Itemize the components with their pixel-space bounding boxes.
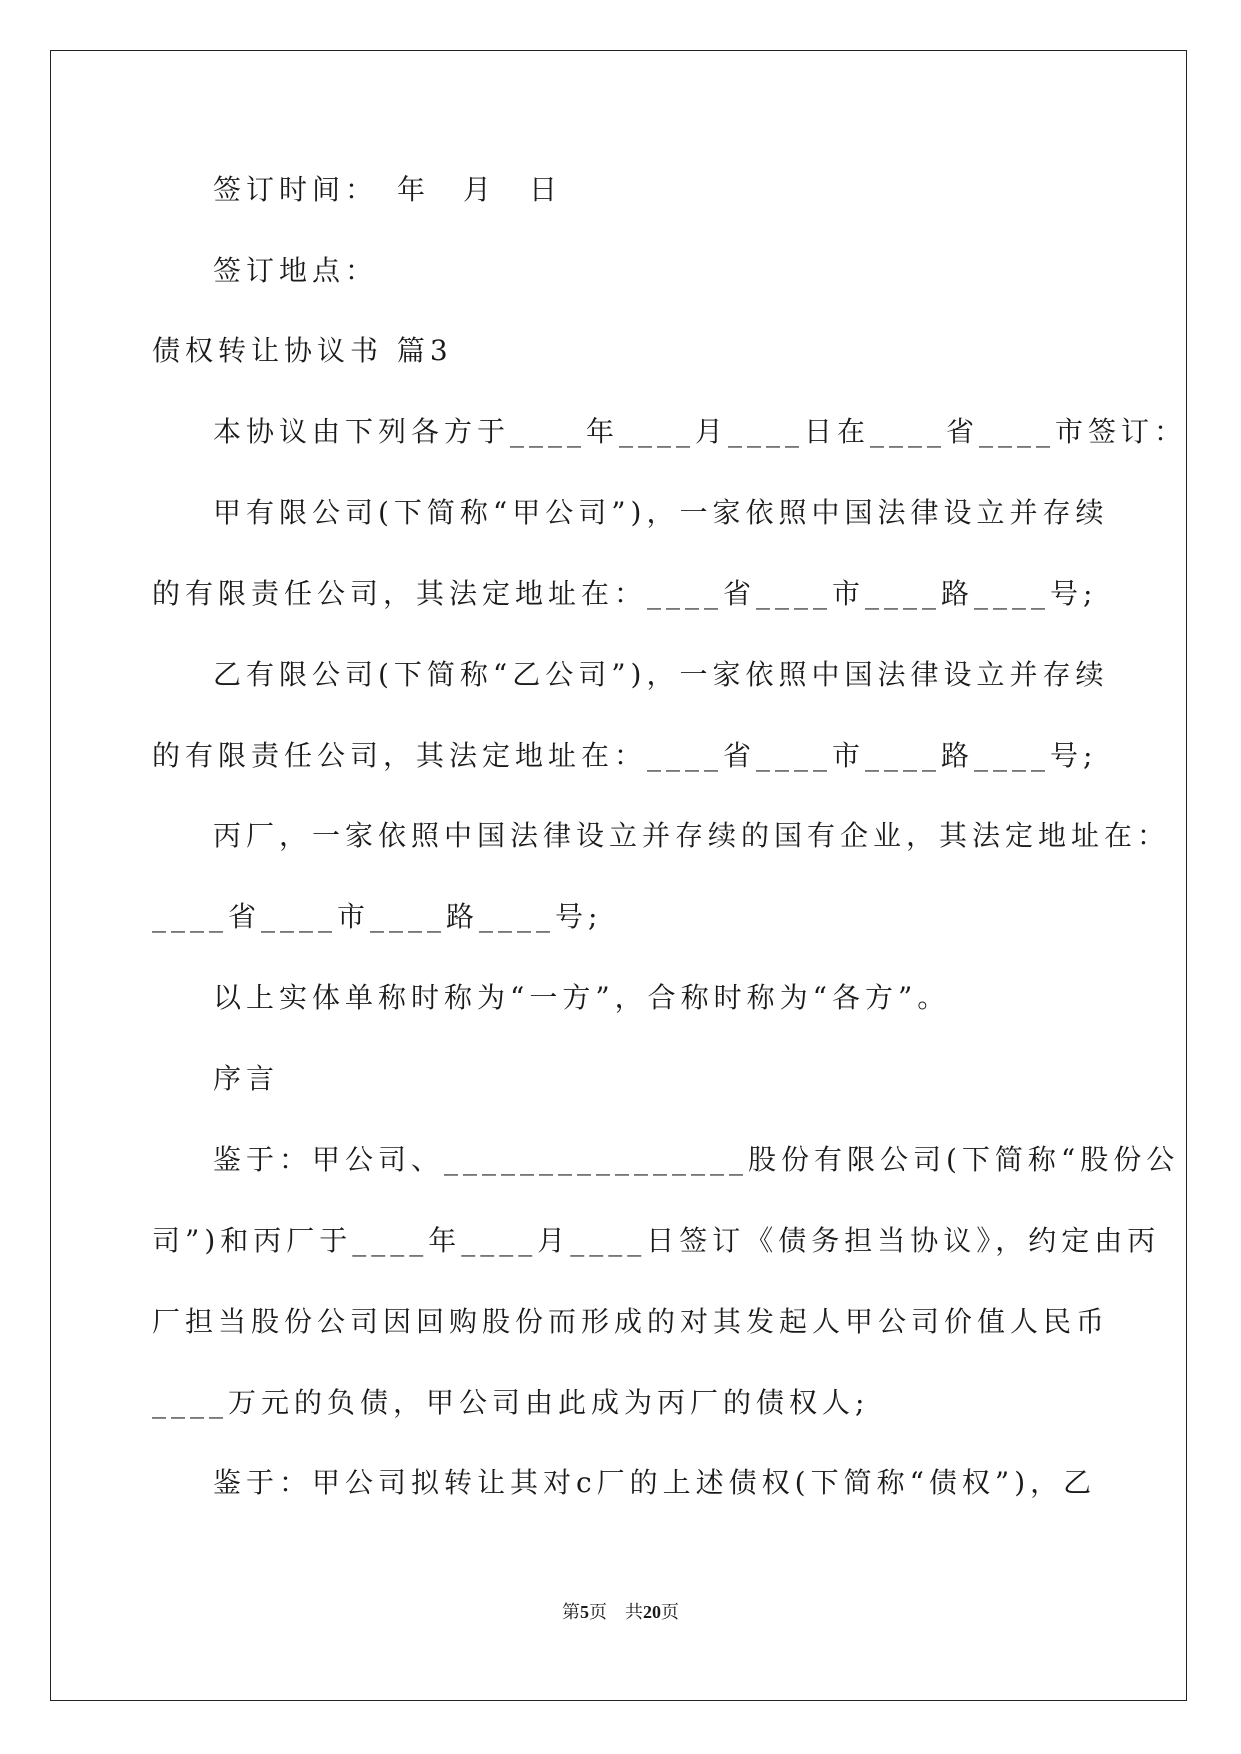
paragraph-line: 的有限责任公司，其法定地址在：____省____市____路____号; xyxy=(152,739,1098,772)
section-heading: 债权转让协议书 篇3 xyxy=(152,334,453,367)
footer-suffix: 页 xyxy=(661,1602,679,1623)
signing-time: 签订时间： 年 月 日 xyxy=(213,173,563,206)
page-footer xyxy=(0,1598,1241,1624)
preface-heading: 序言 xyxy=(213,1062,280,1095)
total-page-count: 20 xyxy=(643,1602,661,1622)
signing-place: 签订地点： xyxy=(213,254,379,287)
paragraph-line: 以上实体单称时称为“一方”，合称时称为“各方”。 xyxy=(213,981,951,1014)
paragraph-line: 厂担当股份公司因回购股份而形成的对其发起人甲公司价值人民币 xyxy=(152,1305,1110,1338)
paragraph-line: 丙厂，一家依照中国法律设立并存续的国有企业，其法定地址在： xyxy=(213,819,1171,852)
paragraph-line: 乙有限公司(下简称“乙公司”)，一家依照中国法律设立并存续 xyxy=(213,658,1109,691)
paragraph-line: ____省____市____路____号; xyxy=(152,900,603,933)
paragraph-line: 鉴于：甲公司拟转让其对c厂的上述债权(下简称“债权”)，乙 xyxy=(213,1466,1097,1499)
current-page-number: 5 xyxy=(580,1602,589,1622)
paragraph-line: 甲有限公司(下简称“甲公司”)，一家依照中国法律设立并存续 xyxy=(213,496,1109,529)
footer-prefix: 第 xyxy=(562,1602,580,1623)
paragraph-line: 本协议由下列各方于____年____月____日在____省____市签订： xyxy=(213,415,1188,448)
page-border xyxy=(50,50,1187,1701)
paragraph-line: 司”)和丙厂于____年____月____日签订《债务担当协议》，约定由丙 xyxy=(152,1224,1161,1257)
paragraph-line: 的有限责任公司，其法定地址在：____省____市____路____号; xyxy=(152,577,1098,610)
paragraph-line: ____万元的负债，甲公司由此成为丙厂的债权人; xyxy=(152,1386,870,1419)
footer-middle: 页 共 xyxy=(589,1602,643,1623)
paragraph-line: 鉴于：甲公司、________________股份有限公司(下简称“股份公 xyxy=(213,1143,1180,1176)
